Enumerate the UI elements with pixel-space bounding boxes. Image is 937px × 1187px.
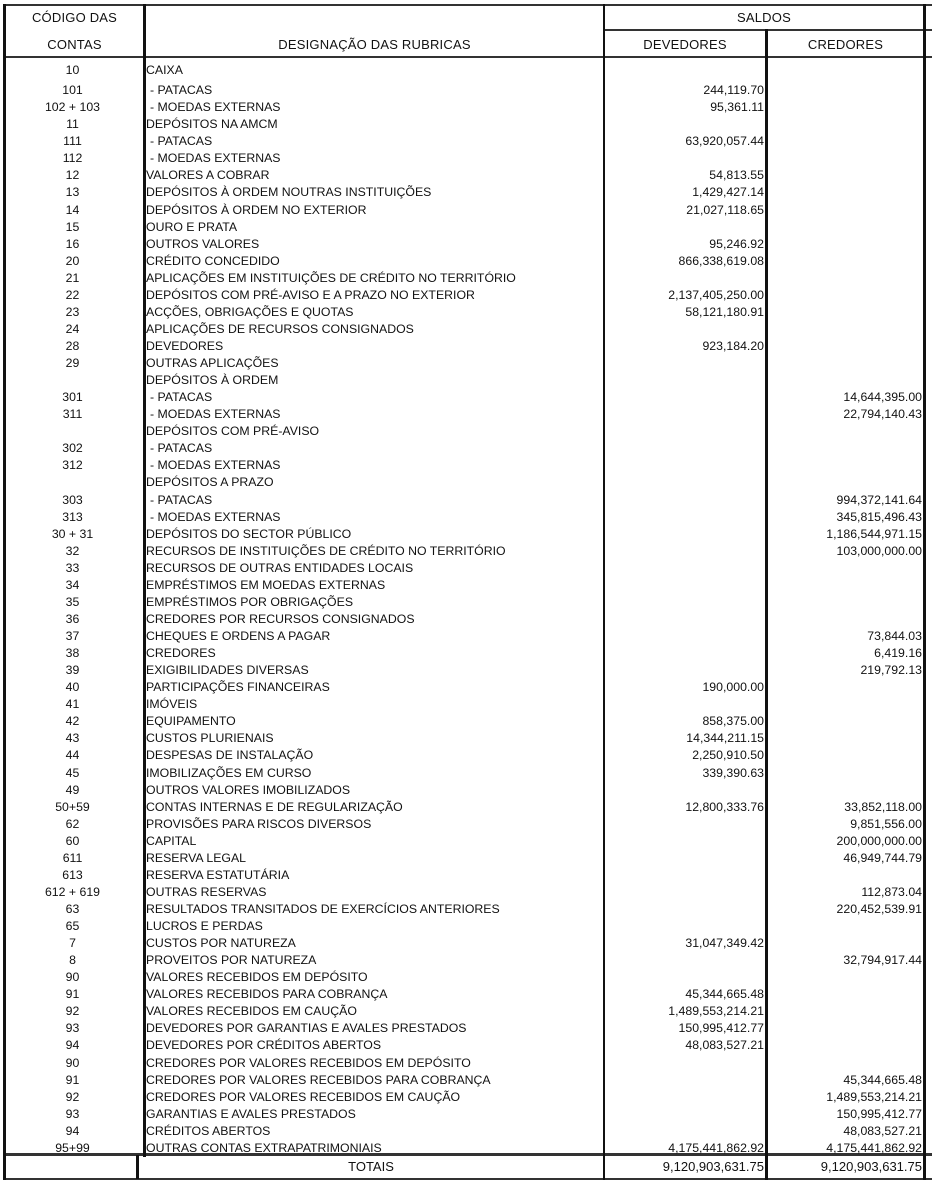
account-code: 16 [65, 236, 80, 251]
account-code: 29 [65, 356, 80, 370]
totals-label: TOTAIS [348, 1159, 394, 1174]
account-designation: VALORES RECEBIDOS EM CAUÇÃO [146, 1004, 357, 1019]
debit-balance: 48,083,527.21 [685, 1038, 764, 1053]
table-row [0, 560, 937, 577]
table-row [0, 1089, 937, 1106]
account-code: 101 [62, 83, 83, 98]
table-row [0, 202, 937, 219]
account-code: 92 [65, 1089, 80, 1104]
account-code: 15 [65, 219, 80, 234]
account-code: 33 [65, 560, 80, 575]
account-code: 112 [62, 151, 83, 166]
account-code: 93 [65, 1021, 80, 1036]
account-code: 92 [65, 1004, 80, 1019]
account-designation: RECURSOS DE OUTRAS ENTIDADES LOCAIS [146, 560, 414, 575]
account-designation: VALORES A COBRAR [146, 168, 270, 183]
account-code: 40 [65, 680, 80, 695]
debit-balance: 4,175,441,862.92 [668, 1140, 764, 1155]
account-code: 8 [69, 953, 76, 968]
debit-balance: 866,338,619.08 [678, 253, 764, 268]
account-code: 34 [65, 577, 80, 592]
table-row [0, 833, 937, 850]
account-code: 39 [65, 663, 80, 678]
account-designation: CAIXA [146, 63, 183, 77]
account-designation: EQUIPAMENTO [146, 714, 236, 729]
table-row [0, 935, 937, 952]
credit-balance: 45,344,665.48 [843, 1072, 922, 1087]
account-designation: - PATACAS [150, 83, 213, 98]
debit-balance: 95,361.11 [710, 100, 764, 115]
account-code: 36 [65, 611, 80, 626]
table-row [0, 1055, 937, 1072]
account-designation: CREDORES POR VALORES RECEBIDOS EM CAUÇÃO [146, 1089, 461, 1104]
table-row [0, 474, 937, 491]
account-designation: DEVEDORES [146, 339, 224, 353]
table-row [0, 492, 937, 509]
table-row [0, 1123, 937, 1140]
account-designation: PARTICIPAÇÕES FINANCEIRAS [146, 680, 330, 695]
table-row [0, 423, 937, 440]
table-row [0, 628, 937, 645]
table-row [0, 867, 937, 884]
table-row [0, 304, 937, 321]
account-code: 13 [65, 185, 80, 200]
table-row [0, 662, 937, 679]
account-code: 38 [65, 646, 80, 660]
account-designation: - MOEDAS EXTERNAS [150, 509, 281, 524]
table-row [0, 918, 937, 935]
account-designation: CUSTOS POR NATUREZA [146, 936, 296, 951]
account-code: 303 [62, 492, 83, 507]
account-designation: CUSTOS PLURIENAIS [146, 731, 274, 746]
table-row [0, 440, 937, 457]
credit-balance: 73,844.03 [867, 629, 922, 643]
credit-balance: 33,852,118.00 [844, 799, 922, 814]
table-row [0, 62, 937, 79]
table-row [0, 713, 937, 730]
table-row [0, 287, 937, 304]
debit-balance: 63,920,057.44 [685, 134, 764, 149]
account-code: 91 [65, 1072, 80, 1087]
table-row [0, 645, 937, 662]
table-row [0, 509, 937, 526]
account-designation: DEVEDORES POR CRÉDITOS ABERTOS [146, 1038, 382, 1053]
account-designation: DEPÓSITOS À ORDEM NO EXTERIOR [146, 202, 367, 217]
table-row [0, 782, 937, 799]
account-designation: CREDORES POR VALORES RECEBIDOS PARA COBRANÇA [146, 1072, 491, 1087]
account-designation: OURO E PRATA [146, 219, 238, 234]
table-row [0, 543, 937, 560]
account-code: 94 [65, 1123, 80, 1138]
account-designation: RESERVA LEGAL [146, 850, 247, 865]
table-row [0, 219, 937, 236]
table-row [0, 1106, 937, 1123]
account-code: 49 [65, 782, 80, 797]
account-designation: CREDORES POR RECURSOS CONSIGNADOS [146, 611, 415, 626]
credit-balance: 150,995,412.77 [836, 1106, 922, 1121]
account-code: 62 [65, 816, 80, 831]
account-code: 301 [62, 390, 83, 405]
account-code: 611 [62, 850, 83, 865]
account-designation: LUCROS E PERDAS [146, 919, 263, 933]
table-row [0, 730, 937, 747]
table-row [0, 355, 937, 372]
credit-balance: 1,186,544,971.15 [826, 526, 922, 541]
credit-balance: 103,000,000.00 [836, 543, 922, 558]
table-row [0, 99, 937, 116]
account-designation: CRÉDITOS ABERTOS [146, 1123, 271, 1138]
account-designation: - MOEDAS EXTERNAS [150, 100, 281, 115]
account-designation: EXIGIBILIDADES DIVERSAS [146, 663, 309, 678]
account-designation: - MOEDAS EXTERNAS [150, 458, 281, 473]
account-code: 37 [65, 629, 80, 643]
account-code: 313 [62, 509, 83, 524]
credit-balance: 32,794,917.44 [843, 953, 922, 968]
bottom-border [3, 1178, 932, 1180]
credit-balance: 14,644,395.00 [843, 390, 922, 405]
account-code: 93 [65, 1106, 80, 1121]
credit-balance: 345,815,496.43 [836, 509, 922, 524]
table-row [0, 799, 937, 816]
account-designation: DEPÓSITOS À ORDEM NOUTRAS INSTITUIÇÕES [146, 185, 432, 200]
table-row [0, 253, 937, 270]
table-row [0, 338, 937, 355]
table-row [0, 901, 937, 918]
credit-balance: 6,419.16 [874, 646, 922, 660]
table-row [0, 270, 937, 287]
table-row [0, 116, 937, 133]
account-code: 30 + 31 [51, 526, 94, 541]
account-designation: GARANTIAS E AVALES PRESTADOS [146, 1106, 356, 1121]
account-designation: OUTRAS CONTAS EXTRAPATRIMONIAIS [146, 1140, 382, 1155]
debit-balance: 45,344,665.48 [685, 987, 764, 1002]
account-code: 44 [65, 748, 80, 763]
account-designation: OUTROS VALORES IMOBILIZADOS [146, 782, 351, 797]
credit-balance: 9,851,556.00 [850, 816, 922, 831]
account-designation: CREDORES [146, 646, 216, 660]
account-code: 21 [65, 270, 80, 285]
table-row [0, 1020, 937, 1037]
account-designation: DEPÓSITOS COM PRÉ-AVISO [146, 424, 320, 439]
account-code: 28 [65, 339, 80, 353]
table-row [0, 389, 937, 406]
table-row [0, 82, 937, 99]
table-row [0, 167, 937, 184]
debit-balance: 58,121,180.91 [685, 304, 764, 319]
account-designation: - MOEDAS EXTERNAS [150, 151, 281, 166]
account-code: 14 [65, 202, 80, 217]
account-code: 311 [62, 407, 83, 422]
debit-balance: 339,390.63 [702, 765, 764, 780]
debit-balance: 150,995,412.77 [678, 1021, 764, 1036]
account-designation: OUTROS VALORES [146, 236, 260, 251]
account-designation: IMÓVEIS [146, 697, 198, 712]
debit-balance: 54,813.55 [709, 168, 764, 183]
totals-devedores: 9,120,903,631.75 [662, 1159, 764, 1174]
account-code: 24 [65, 321, 80, 336]
debit-balance: 1,489,553,214.21 [668, 1004, 764, 1019]
debit-balance: 95,246.92 [709, 236, 764, 251]
account-code: 312 [62, 458, 83, 473]
account-designation: PROVISÕES PARA RISCOS DIVERSOS [146, 816, 372, 831]
account-designation: - MOEDAS EXTERNAS [150, 407, 281, 422]
account-designation: DEPÓSITOS À ORDEM [146, 373, 279, 388]
table-row [0, 816, 937, 833]
credit-balance: 48,083,527.21 [843, 1123, 922, 1138]
account-code: 10 [65, 63, 80, 77]
account-designation: DEPÓSITOS DO SECTOR PÚBLICO [146, 526, 352, 541]
account-designation: ACÇÕES, OBRIGAÇÕES E QUOTAS [146, 304, 354, 319]
debit-balance: 244,119.70 [703, 83, 764, 98]
account-code: 12 [65, 168, 80, 183]
account-designation: CREDORES POR VALORES RECEBIDOS EM DEPÓSITO [146, 1055, 471, 1070]
debit-balance: 1,429,427.14 [692, 185, 764, 200]
credit-balance: 220,452,539.91 [836, 901, 922, 916]
table-row [0, 884, 937, 901]
debit-balance: 190,000.00 [702, 680, 764, 695]
table-row [0, 1037, 937, 1054]
account-designation: CHEQUES E ORDENS A PAGAR [146, 629, 331, 643]
account-code: 65 [65, 919, 80, 933]
account-code: 60 [65, 833, 80, 848]
credit-balance: 4,175,441,862.92 [826, 1140, 922, 1155]
header-designation: DESIGNAÇÃO DAS RUBRICAS [278, 37, 471, 52]
table-row [0, 611, 937, 628]
table-row [0, 406, 937, 423]
account-code: 41 [65, 697, 80, 712]
debit-balance: 14,344,211.15 [686, 731, 764, 746]
table-row [0, 1072, 937, 1089]
debit-balance: 858,375.00 [702, 714, 764, 729]
account-designation: PROVEITOS POR NATUREZA [146, 953, 317, 968]
header-code-line2: CONTAS [47, 37, 102, 52]
saldos-divider [604, 29, 932, 31]
table-row [0, 765, 937, 782]
account-code: 95+99 [55, 1140, 90, 1155]
account-designation: RESERVA ESTATUTÁRIA [146, 867, 290, 882]
account-designation: OUTRAS APLICAÇÕES [146, 356, 279, 370]
account-code: 32 [65, 543, 80, 558]
table-row [0, 952, 937, 969]
account-code: 22 [65, 287, 80, 302]
account-designation: - PATACAS [150, 492, 213, 507]
account-designation: - PATACAS [150, 390, 213, 405]
account-designation: OUTRAS RESERVAS [146, 884, 267, 899]
account-designation: DESPESAS DE INSTALAÇÃO [146, 748, 314, 763]
account-designation: EMPRÉSTIMOS POR OBRIGAÇÕES [146, 594, 354, 609]
credit-balance: 994,372,141.64 [836, 492, 922, 507]
account-designation: EMPRÉSTIMOS EM MOEDAS EXTERNAS [146, 577, 386, 592]
account-code: 613 [62, 867, 83, 882]
account-code: 45 [65, 765, 80, 780]
account-code: 50+59 [55, 799, 90, 814]
table-row [0, 150, 937, 167]
account-designation: DEPÓSITOS A PRAZO [146, 475, 274, 490]
account-designation: DEVEDORES POR GARANTIAS E AVALES PRESTADOS [146, 1021, 467, 1036]
account-designation: - PATACAS [150, 441, 213, 456]
account-designation: CONTAS INTERNAS E DE REGULARIZAÇÃO [146, 799, 403, 814]
account-designation: VALORES RECEBIDOS PARA COBRANÇA [146, 987, 388, 1002]
totals-credores: 9,120,903,631.75 [820, 1159, 922, 1174]
table-row [0, 526, 937, 543]
account-designation: IMOBILIZAÇÕES EM CURSO [146, 765, 312, 780]
table-row [0, 133, 937, 150]
credit-balance: 112,873.04 [861, 884, 922, 899]
table-row [0, 969, 937, 986]
table-row [0, 321, 937, 338]
account-code: 11 [66, 117, 79, 132]
account-designation: DEPÓSITOS NA AMCM [146, 117, 278, 132]
header-code-line1: CÓDIGO DAS [31, 10, 118, 25]
debit-balance: 2,137,405,250.00 [668, 287, 764, 302]
account-code: 94 [65, 1038, 80, 1053]
account-code: 91 [65, 987, 80, 1002]
table-row [0, 236, 937, 253]
account-designation: VALORES RECEBIDOS EM DEPÓSITO [146, 970, 368, 985]
credit-balance: 200,000,000.00 [836, 833, 922, 848]
account-code: 7 [69, 936, 76, 951]
account-code: 90 [65, 970, 80, 985]
account-code: 111 [63, 134, 82, 149]
debit-balance: 2,250,910.50 [692, 748, 764, 763]
table-row [0, 1003, 937, 1020]
table-row [0, 184, 937, 201]
debit-balance: 21,027,118.65 [686, 202, 764, 217]
table-row [0, 850, 937, 867]
table-row [0, 1140, 937, 1157]
account-designation: RECURSOS DE INSTITUIÇÕES DE CRÉDITO NO TERRITÓRIO [146, 543, 506, 558]
account-code: 23 [65, 304, 80, 319]
account-code: 35 [65, 594, 80, 609]
credit-balance: 46,949,744.79 [843, 850, 922, 865]
credit-balance: 219,792.13 [860, 663, 922, 678]
credit-balance: 22,794,140.43 [843, 407, 922, 422]
account-designation: CAPITAL [146, 833, 197, 848]
header-saldos: SALDOS [737, 10, 791, 25]
account-designation: CRÉDITO CONCEDIDO [146, 253, 280, 268]
account-designation: - PATACAS [150, 134, 213, 149]
account-code: 302 [62, 441, 83, 456]
header-devedores: DEVEDORES [643, 37, 727, 52]
table-row [0, 577, 937, 594]
account-code: 90 [65, 1055, 80, 1070]
account-code: 102 + 103 [44, 100, 101, 115]
table-row [0, 747, 937, 764]
table-row [0, 594, 937, 611]
account-code: 20 [65, 253, 80, 268]
account-designation: APLICAÇÕES EM INSTITUIÇÕES DE CRÉDITO NO TERRITÓRIO [146, 270, 516, 285]
table-row [0, 696, 937, 713]
credit-balance: 1,489,553,214.21 [826, 1089, 922, 1104]
debit-balance: 12,800,333.76 [685, 799, 764, 814]
account-designation: APLICAÇÕES DE RECURSOS CONSIGNADOS [146, 321, 414, 336]
account-designation: RESULTADOS TRANSITADOS DE EXERCÍCIOS ANTERIORES [146, 901, 500, 916]
table-row [0, 372, 937, 389]
table-row [0, 457, 937, 474]
table-row [0, 679, 937, 696]
debit-balance: 923,184.20 [702, 339, 764, 353]
account-designation: DEPÓSITOS COM PRÉ-AVISO E A PRAZO NO EXTERIOR [146, 287, 475, 302]
header-credores: CREDORES [807, 37, 884, 52]
debit-balance: 31,047,349.42 [685, 936, 764, 951]
account-code: 63 [65, 901, 80, 916]
account-code: 612 + 619 [44, 884, 101, 899]
table-row [0, 986, 937, 1003]
account-code: 42 [65, 714, 80, 729]
account-code: 43 [65, 731, 80, 746]
